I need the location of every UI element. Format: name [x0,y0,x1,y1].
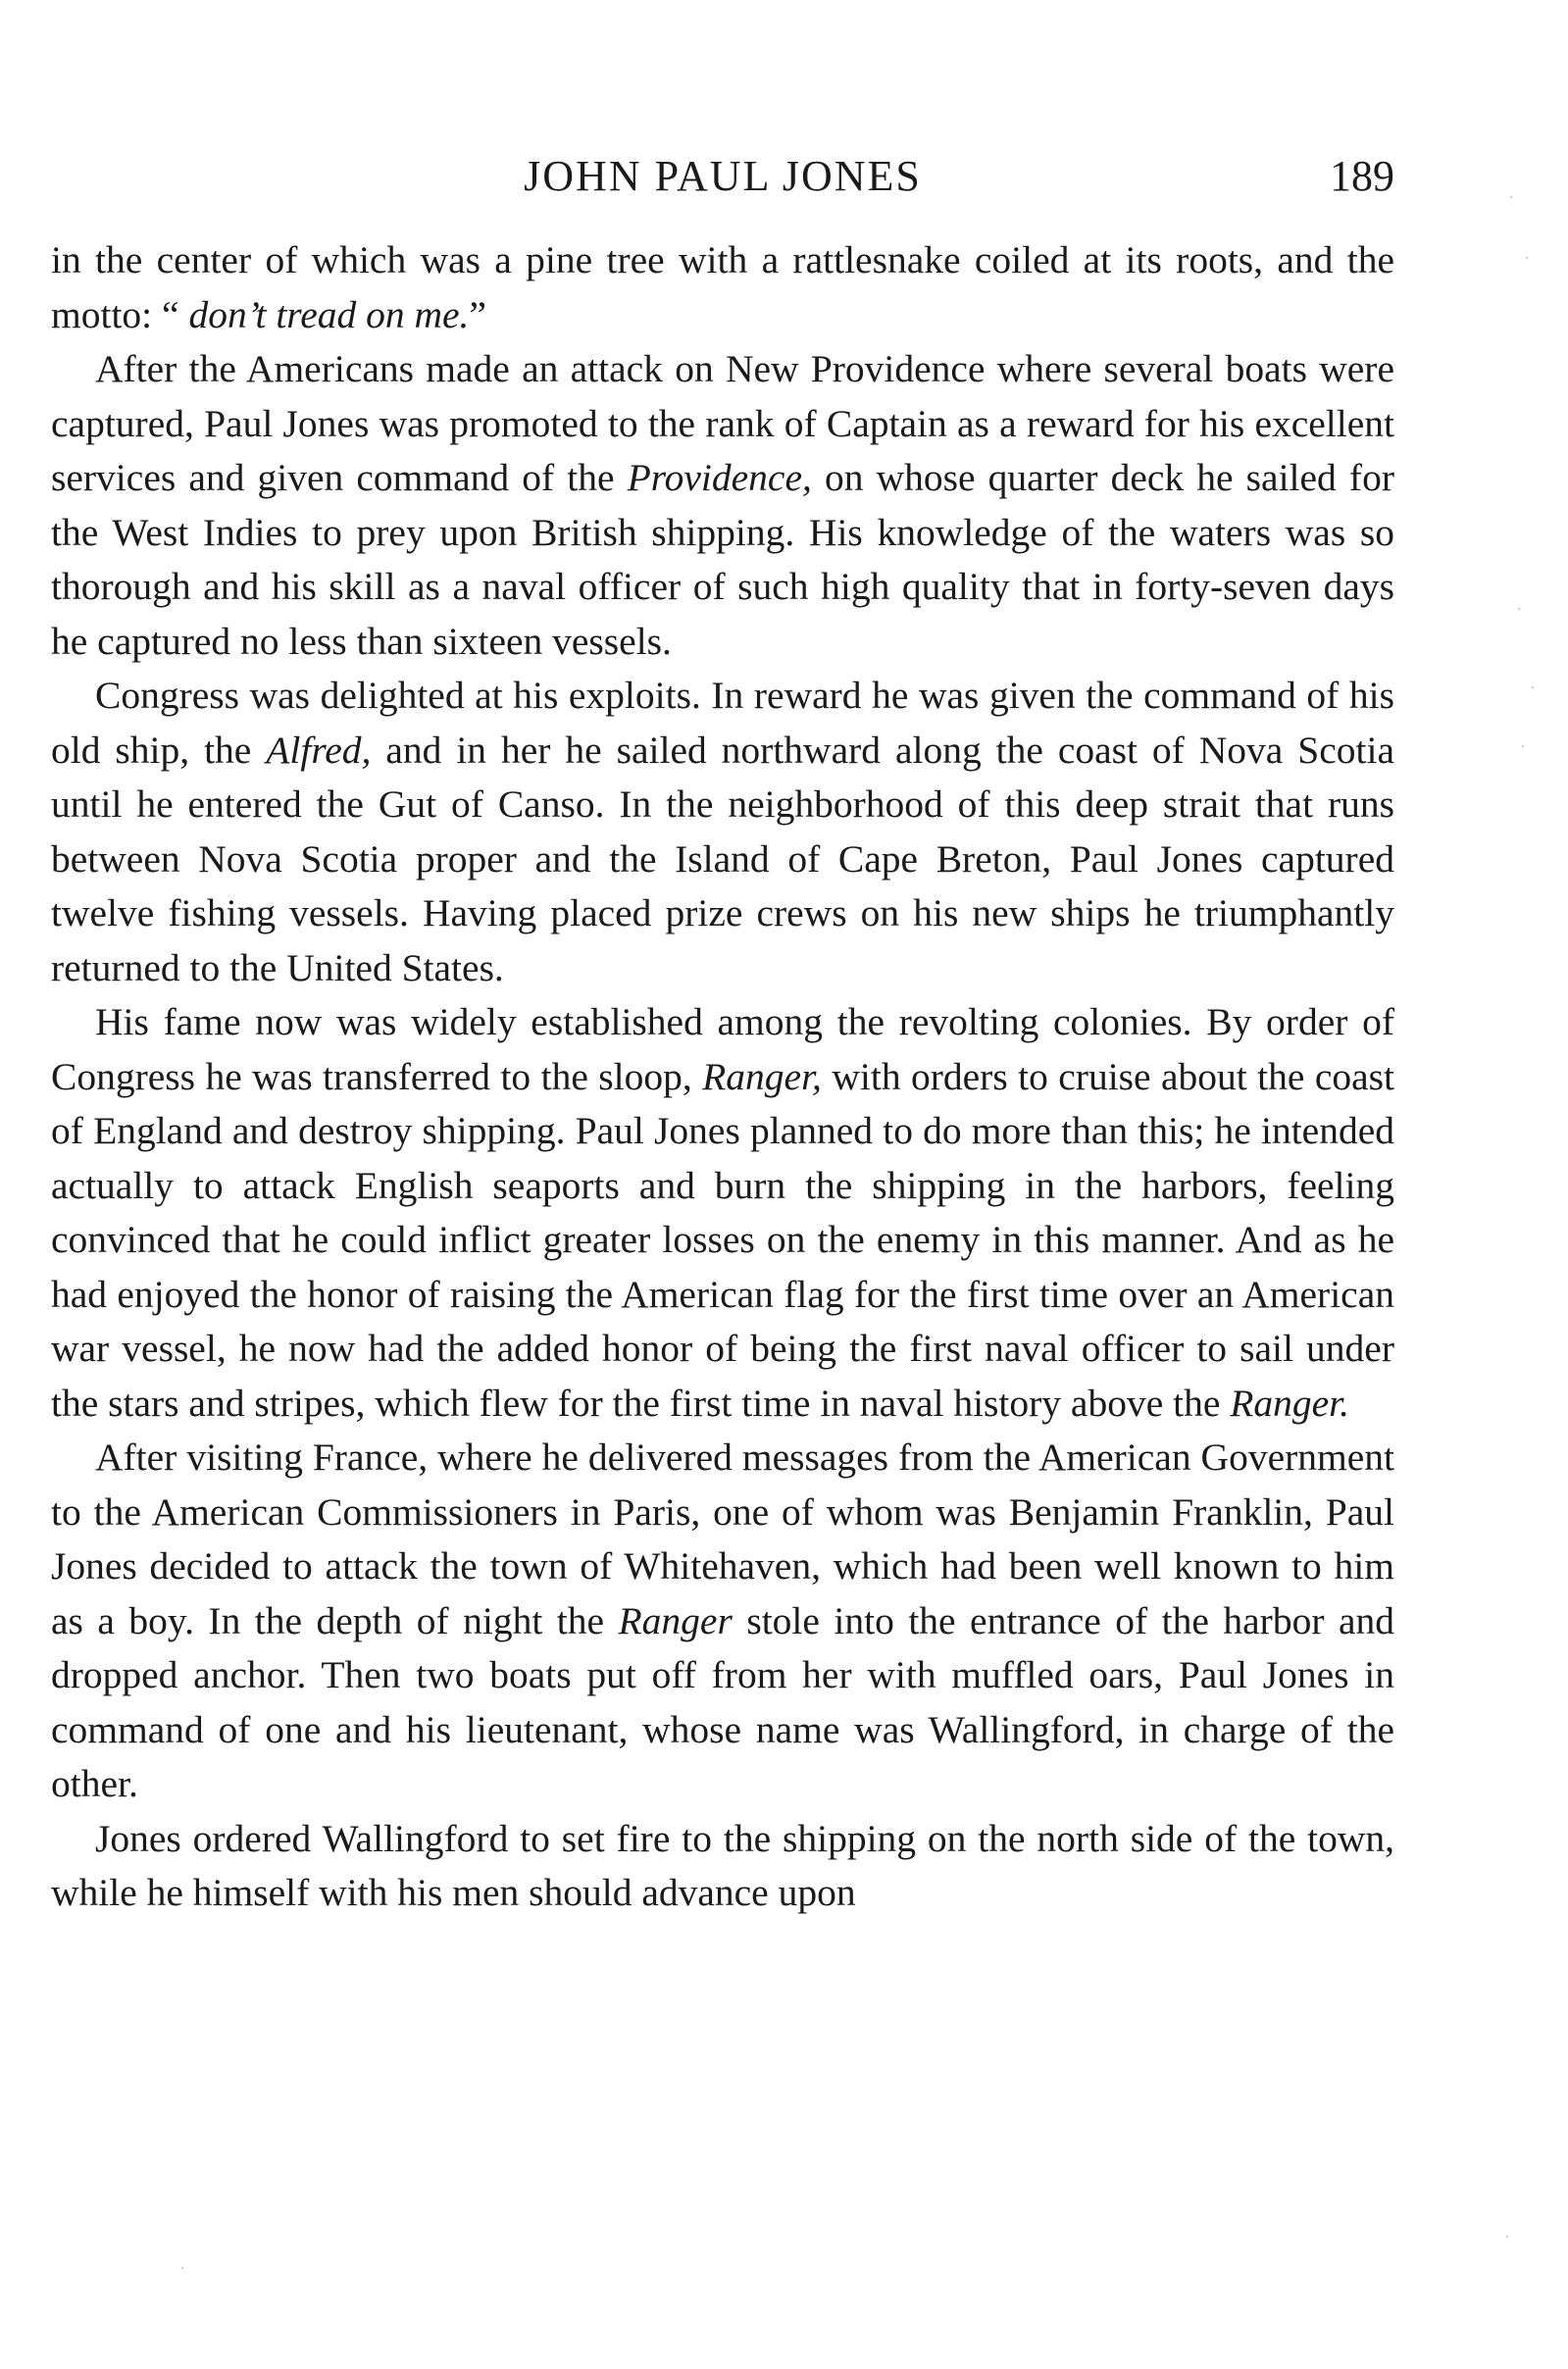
print-speck [1522,745,1524,747]
italic-text-run: don’t tread on me. [188,292,470,336]
paragraph [51,342,1394,669]
print-speck [1532,686,1534,688]
print-speck [181,2267,183,2269]
paragraph [51,233,1394,342]
text-run: His fame now was widely established among the revolting colonies. By order of Congress he was transferred to the sloop, [51,1000,1394,1098]
text-run: Congress was delighted at his exploits. In reward he was given the command of his old ship, the [51,674,1394,772]
paragraph [51,995,1394,1431]
print-speck [1506,2236,1508,2238]
page-number: 189 [1330,152,1394,200]
text-run: ” [469,292,486,336]
text-run: Jones ordered Wallingford to set fire to the shipping on the north side of the town, while he himself with his men should advance upon [51,1816,1394,1914]
paragraph [51,669,1394,995]
italic-text-run: Ranger. [1230,1381,1350,1425]
text-run: in the center of which was a pine tree with a rattlesnake coiled at its roots, and the motto: “ [51,238,1394,336]
text-run: on whose quarter deck he sailed for the West Indies to prey upon British shipping. His knowledge of the waters was so thorough and his skill as a naval officer of such high quality that in forty-seven days he captured no less than sixteen vessels. [51,456,1394,663]
print-speck [1526,257,1528,259]
text-run: stole into the entrance of the harbor and dropped anchor. Then two boats put off from her with muffled oars, Paul Jones in command of one and his lieutenant, whose name was Wallingford, in charge of the other. [51,1598,1394,1805]
text-run: After the Americans made an attack on New Providence where several boats were captured, Paul Jones was promoted to the rank of Captain as a reward for his excellent services and given command of the [51,347,1394,499]
paragraph [51,1812,1394,1921]
running-title: JOHN PAUL JONES [524,152,922,200]
text-run: and in her he sailed northward along the coast of Nova Scotia until he entered the Gut of Canso. In the neighborhood of this deep strait that runs between Nova Scotia proper and the Island of Cape Breton, Paul Jones captured twelve fishing vessels. Having placed prize crews on his new ships he triumphantly returned to the United States. [51,728,1394,989]
print-speck [1518,608,1520,610]
body-text [51,233,1394,1921]
italic-text-run: Ranger [618,1598,733,1642]
italic-text-run: Alfred, [266,728,372,772]
italic-text-run: Ranger, [702,1054,822,1098]
page-header [51,147,1394,206]
print-speck [1510,196,1512,198]
text-run: After visiting France, where he delivered messages from the American Government to the American Commissioners in Paris, one of whom was Benjamin Franklin, Paul Jones decided to attack the town of Whitehaven, which had been well known to him as a boy. In the depth of night the [51,1436,1394,1642]
paragraph [51,1431,1394,1812]
text-run: with orders to cruise about the coast of England and destroy shipping. Paul Jones planned to do more than this; he intended actually to attack English seaports and burn the shipping in the harbors, feeling convinced that he could inflict greater losses on the enemy in this manner. And as he had enjoyed the honor of raising the American flag for the first time over an American war vessel, he now had the added honor of being the first naval officer to sail under the stars and stripes, which flew for the first time in naval history above the [51,1054,1394,1425]
italic-text-run: Providence, [627,456,812,499]
